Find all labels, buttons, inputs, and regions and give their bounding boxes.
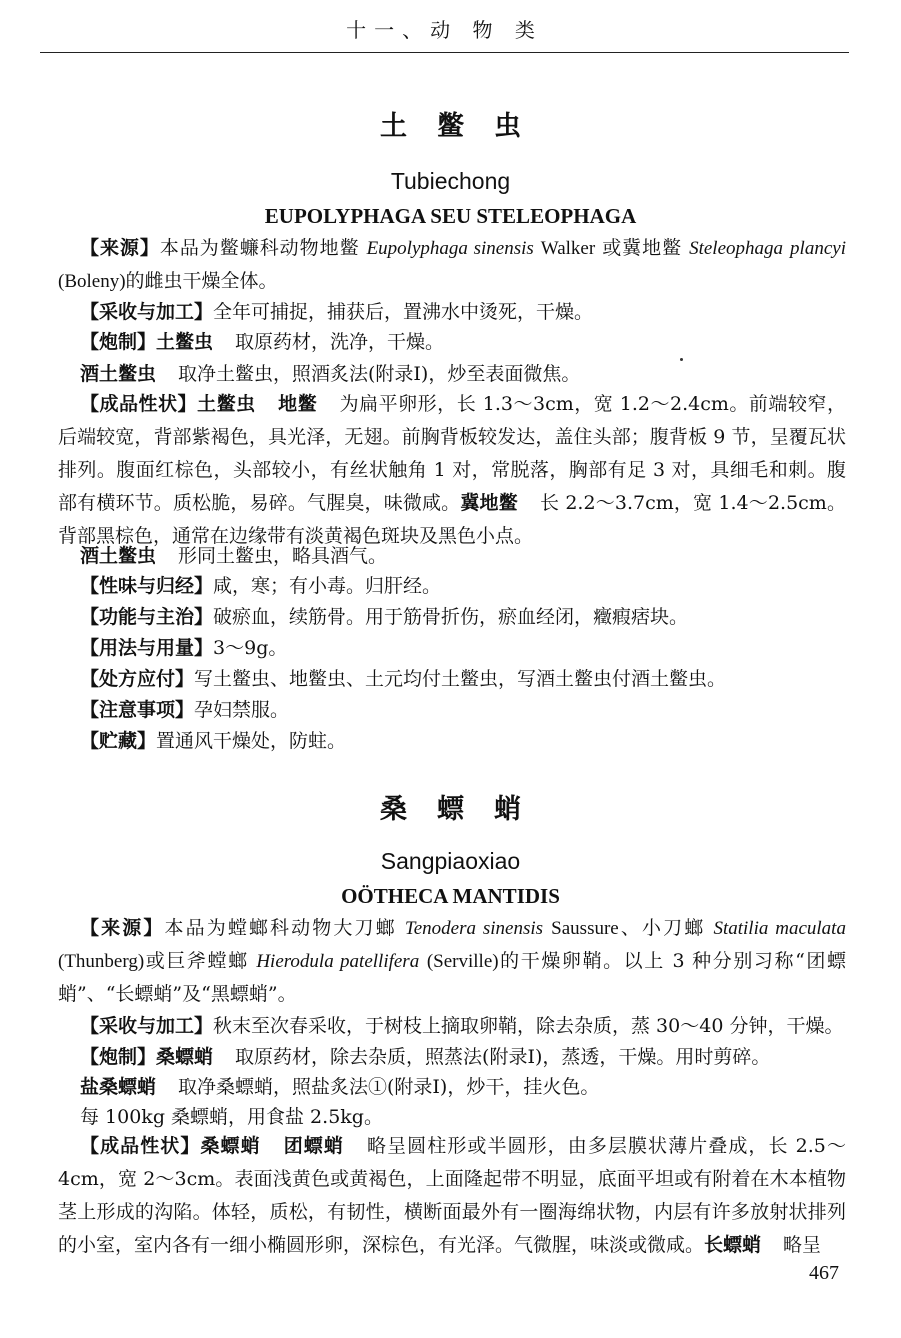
source-paragraph: 【来源】本品为螳螂科动物大刀螂 Tenodera sinensis Saussure、小刀螂 Statilia maculata (Thunberg)或巨斧螳螂 Hierodula patellifera (Serville)的干燥卵鞘。以上 3 种分别习称“团螵蛸”、“长螵蛸”及“黑螵蛸”。 — [58, 917, 846, 1005]
section-label: 【来源】 — [80, 237, 160, 259]
section-label: 【功能与主治】 — [80, 606, 214, 628]
salt-process-paragraph: 盐桑螵蛸 取净桑螵蛸，照盐炙法①(附录Ⅰ)，炒干，挂火色。 — [80, 1076, 600, 1098]
process-paragraph: 【炮制】桑螵蛸 取原药材，除去杂质，照蒸法(附录Ⅰ)，蒸透，干燥。用时剪碎。 — [80, 1046, 771, 1068]
section-label: 【性味与归经】 — [80, 575, 214, 597]
species-name: Hierodula patellifera — [256, 951, 420, 972]
keyword: 团螵蛸 — [282, 1135, 344, 1157]
entry-title: 土鳖虫 — [380, 111, 551, 142]
keyword: 酒土鳖虫 — [80, 363, 157, 385]
keyword: 长螵蛸 — [704, 1234, 762, 1256]
section-label: 【采收与加工】 — [80, 1015, 214, 1037]
section-label: 【来源】 — [80, 917, 165, 939]
species-name: Statilia maculata — [713, 918, 846, 939]
dosage-paragraph: 【用法与用量】3～9g。 — [80, 637, 288, 659]
entry-title: 桑螵蛸 — [380, 794, 551, 825]
page-number: 467 — [809, 1262, 839, 1284]
keyword: 土鳖虫 — [197, 393, 256, 415]
species-name: Eupolyphaga sinensis — [366, 238, 534, 259]
keyword: 地鳖 — [277, 393, 318, 415]
character-paragraph: 【成品性状】桑螵蛸 团螵蛸 略呈圆柱形或半圆形，由多层膜状薄片叠成，长 2.5～4cm，宽 2～3cm。表面浅黄色或黄褐色，上面隆起带不明显，底面平坦或有附着在木本植物茎上形成的沟陷。体轻，质松，有韧性，横断面最外有一圈海绵状物，内层有许多放射状排列的小室，室内各有一细小椭圆形卵，深棕色，有光泽。气微腥，味淡或微咸。长螵蛸 略呈 — [58, 1135, 846, 1256]
process-paragraph: 【炮制】土鳖虫 取原药材，洗净，干燥。 — [80, 331, 445, 353]
entry-latin-name: EUPOLYPHAGA SEU STELEOPHAGA — [264, 204, 637, 228]
species-name: Tenodera sinensis — [404, 918, 544, 939]
section-label: 【处方应付】 — [80, 668, 195, 690]
source-paragraph: 【来源】本品为鳖蠊科动物地鳖 Eupolyphaga sinensis Walker 或冀地鳖 Steleophaga plancyi (Boleny)的雌虫干燥全体。 — [58, 237, 846, 292]
keyword: 土鳖虫 — [156, 331, 214, 353]
prescription-paragraph: 【处方应付】写土鳖虫、地鳖虫、土元均付土鳖虫，写酒土鳖虫付酒土鳖虫。 — [80, 668, 727, 690]
section-label: 【成品性状】 — [80, 1135, 201, 1157]
running-header: 十一、动 物 类 — [346, 18, 543, 42]
section-label: 【采收与加工】 — [80, 301, 214, 323]
entry-pinyin: Sangpiaoxiao — [380, 848, 521, 874]
entry-pinyin: Tubiechong — [390, 168, 511, 194]
section-label: 【成品性状】 — [80, 393, 198, 415]
header-rule — [40, 52, 849, 53]
keyword: 盐桑螵蛸 — [80, 1076, 157, 1098]
salt-ratio-paragraph: 每 100kg 桑螵蛸，用食盐 2.5kg。 — [80, 1106, 383, 1128]
caution-paragraph: 【注意事项】孕妇禁服。 — [80, 699, 290, 721]
section-label: 【炮制】 — [80, 331, 157, 353]
keyword: 桑螵蛸 — [200, 1135, 261, 1157]
keyword: 酒土鳖虫 — [80, 545, 157, 567]
collect-paragraph: 【采收与加工】秋末至次春采收，于树枝上摘取卵鞘，除去杂质，蒸 30～40 分钟，干燥。 — [80, 1015, 844, 1037]
species-name: Steleophaga — [689, 238, 784, 259]
wine-process-paragraph: 酒土鳖虫 取净土鳖虫，照酒炙法(附录Ⅰ)，炒至表面微焦。 — [80, 363, 581, 385]
speck — [680, 358, 683, 361]
section-label: 【用法与用量】 — [80, 637, 214, 659]
section-label: 【炮制】 — [80, 1046, 157, 1068]
species-name: plancyi — [790, 238, 846, 259]
keyword: 桑螵蛸 — [156, 1046, 214, 1068]
wine-character-paragraph: 酒土鳖虫 形同土鳖虫，略具酒气。 — [80, 545, 388, 567]
section-label: 【贮藏】 — [80, 730, 157, 752]
section-label: 【注意事项】 — [80, 699, 195, 721]
storage-paragraph: 【贮藏】置通风干燥处，防蛀。 — [80, 730, 347, 752]
taste-paragraph: 【性味与归经】咸，寒；有小毒。归肝经。 — [80, 575, 442, 597]
entry-latin-name: OÖTHECA MANTIDIS — [341, 884, 560, 908]
character-paragraph: 【成品性状】土鳖虫 地鳖 为扁平卵形，长 1.3～3cm，宽 1.2～2.4cm。前端较窄，后端较宽，背部紫褐色，具光泽，无翅。前胸背板较发达，盖住头部；腹背板 9 节，呈覆瓦状排列。腹面红棕色，头部较小，有丝状触角 1 对，常脱落，胸部有足 3 对，具细毛和刺。腹部有横环节。质松脆，易碎。气腥臭，味微咸。冀地鳖 长 2.2～3.7cm，宽 1.4～2.5cm。背部黑棕色，通常在边缘带有淡黄褐色斑块及黑色小点。 — [58, 393, 846, 547]
function-paragraph: 【功能与主治】破瘀血，续筋骨。用于筋骨折伤，瘀血经闭，癥瘕痞块。 — [80, 606, 689, 628]
keyword: 冀地鳖 — [460, 492, 518, 514]
collect-paragraph: 【采收与加工】全年可捕捉，捕获后，置沸水中烫死，干燥。 — [80, 301, 594, 323]
